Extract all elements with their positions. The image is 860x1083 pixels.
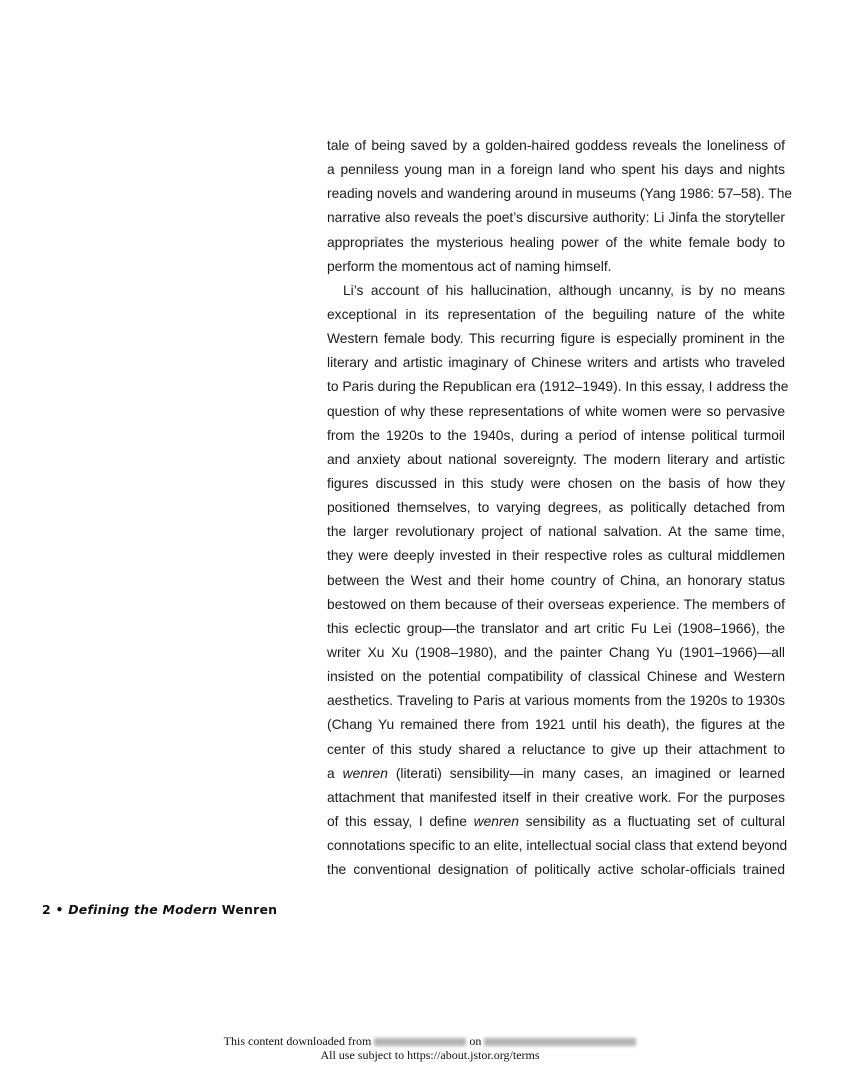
text-segment: literary and artistic imaginary of Chinese writers and artists who traveled: [327, 355, 785, 371]
text-segment: bestowed on them because of their overseas experience. The members of: [327, 596, 785, 612]
text-segment: from the 1920s to the 1940s, during a period of intense political turmoil: [327, 427, 785, 443]
redacted-timestamp: [484, 1038, 636, 1046]
text-line: [327, 858, 785, 882]
text-line: [327, 569, 785, 593]
text-segment: question of why these representations of white women were so pervasive: [327, 403, 785, 419]
text-line: [327, 424, 785, 448]
text-line: [327, 641, 785, 665]
text-line: [327, 375, 789, 399]
text-segment: the conventional designation of politically active scholar-officials trained: [327, 862, 785, 878]
text-segment: figures discussed in this study were chosen on the basis of how they: [327, 475, 785, 491]
text-segment: a penniless young man in a foreign land who spent his days and nights: [327, 162, 785, 178]
text-line: [327, 206, 785, 230]
text-segment: they were deeply invested in their respective roles as cultural middlemen: [327, 548, 785, 564]
text-segment: to Paris during the Republican era (1912–1949). In this essay, I address the: [327, 379, 789, 395]
text-segment: narrative also reveals the poet’s discursive authority: Li Jinfa the storyteller: [327, 210, 785, 226]
download-on-text: on: [469, 1034, 482, 1048]
text-line: [327, 279, 785, 303]
text-segment: exceptional in its representation of the beguiling nature of the white: [327, 306, 785, 322]
text-segment: (literati) sensibility—in many cases, an imagined or learned: [387, 765, 785, 781]
text-line: [327, 738, 785, 762]
text-segment: aesthetics. Traveling to Paris at various moments from the 1920s to 1930s: [327, 693, 785, 709]
redacted-ip: [374, 1038, 466, 1046]
text-segment: between the West and their home country of China, an honorary status: [327, 572, 785, 588]
text-line: [327, 351, 785, 375]
text-segment: Western female body. This recurring figure is especially prominent in the: [327, 331, 785, 347]
text-line: [327, 665, 785, 689]
text-line: [327, 134, 785, 158]
text-line: [327, 303, 785, 327]
text-segment: center of this study shared a reluctance to give up their attachment to: [327, 741, 785, 757]
text-segment: Li’s account of his hallucination, although uncanny, is by no means: [343, 282, 785, 298]
text-line: [327, 786, 785, 810]
download-line: [0, 1035, 860, 1049]
text-segment: the larger revolutionary project of national salvation. At the same time,: [327, 524, 785, 540]
text-segment: perform the momentous act of naming himself.: [327, 258, 612, 274]
text-line: [327, 472, 785, 496]
body-text: [327, 134, 793, 882]
text-line: [327, 255, 785, 279]
page-number: 2: [42, 902, 51, 917]
text-line: [327, 810, 785, 834]
text-line: [327, 617, 785, 641]
terms-line: All use subject to https://about.jstor.org/terms: [320, 1047, 540, 1062]
text-line: [327, 231, 785, 255]
book-title-italic: Defining the Modern: [68, 902, 218, 917]
text-line: [327, 762, 785, 786]
text-line: [327, 834, 788, 858]
text-segment: of this essay, I define: [327, 813, 474, 829]
download-text: This content downloaded from: [223, 1034, 372, 1048]
text-segment: attachment that manifested itself in their creative work. For the purposes: [327, 789, 785, 805]
text-segment: positioned themselves, to varying degrees, as politically detached from: [327, 500, 785, 516]
text-line: [327, 158, 785, 182]
italic-term: wenren: [342, 765, 388, 781]
text-line: [327, 593, 785, 617]
separator-bullet: •: [55, 902, 64, 917]
text-segment: appropriates the mysterious healing power of the white female body to: [327, 234, 785, 250]
text-segment: writer Xu Xu (1908–1980), and the painter Chang Yu (1901–1966)—all: [327, 644, 785, 660]
text-line: [327, 496, 785, 520]
text-line: [327, 400, 785, 424]
text-line: [327, 544, 785, 568]
italic-term: wenren: [473, 813, 519, 829]
running-footer: [42, 902, 277, 917]
text-line: [327, 182, 793, 206]
text-segment: a: [327, 765, 343, 781]
text-segment: (Chang Yu remained there from 1921 until his death), the figures at the: [327, 717, 785, 733]
text-line: [327, 448, 785, 472]
text-segment: and anxiety about national sovereignty. The modern literary and artistic: [327, 451, 785, 467]
text-segment: this eclectic group—the translator and art critic Fu Lei (1908–1966), the: [327, 620, 785, 636]
text-line: [327, 689, 785, 713]
text-line: [327, 520, 785, 544]
text-line: [327, 713, 785, 737]
text-segment: sensibility as a fluctuating set of cultural: [518, 813, 786, 829]
text-segment: connotations specific to an elite, intellectual social class that extend beyond: [327, 838, 788, 854]
text-segment: tale of being saved by a golden-haired goddess reveals the loneliness of: [327, 138, 785, 153]
text-segment: reading novels and wandering around in museums (Yang 1986: 57–58). The: [327, 186, 793, 202]
book-title-roman: Wenren: [221, 902, 278, 917]
jstor-download-notice: [0, 1035, 860, 1062]
text-line: [327, 327, 785, 351]
text-segment: insisted on the potential compatibility of classical Chinese and Western: [327, 669, 785, 685]
